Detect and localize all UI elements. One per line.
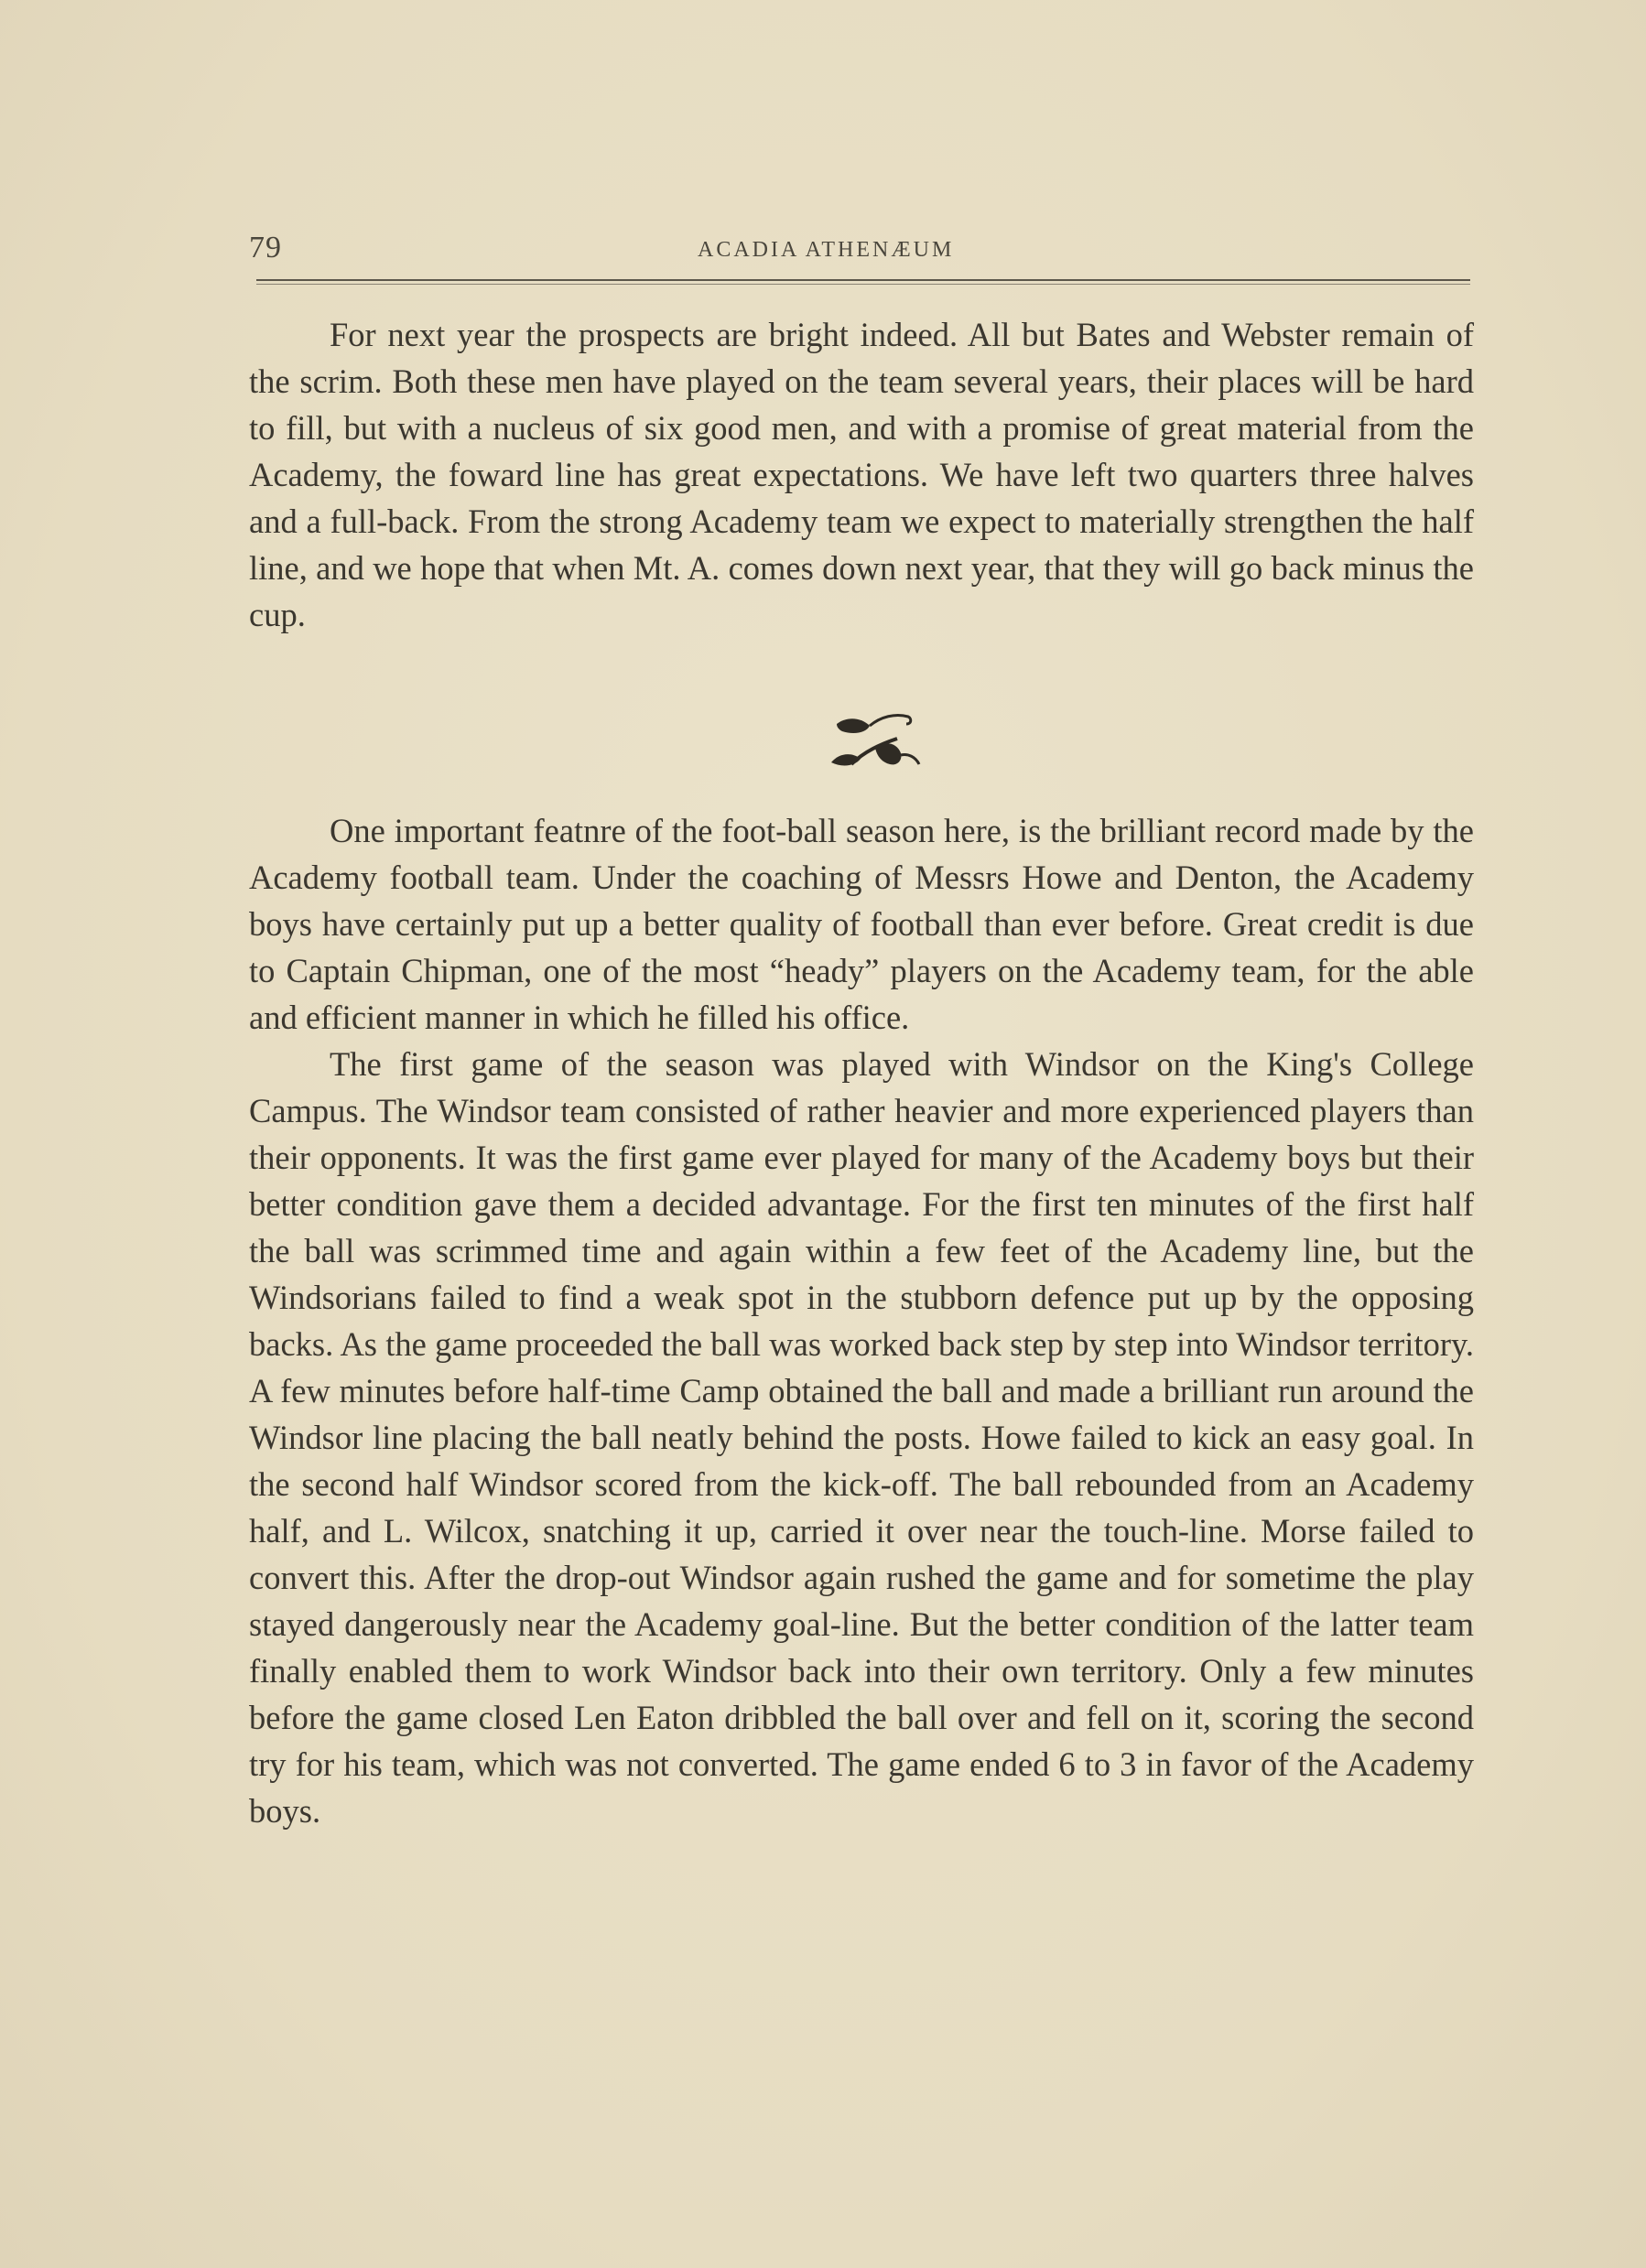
page-number: 79 — [249, 231, 282, 265]
header-rule-thin — [256, 284, 1470, 285]
article-section-academy — [249, 807, 1474, 1834]
paragraph-academy-record: One important featnre of the foot-ball season here, is the brilliant record made by the Academy football team. Under the coaching of Messrs Howe and Denton, the Academy boys have certainly put up a better quality of football than ever before. Great credit is due to Captain Chipman, one of the most “heady” players on the Academy team, for the able and efficient manner in which he filled his office. — [249, 812, 1474, 1036]
paragraph-prospects: For next year the prospects are bright indeed. All but Bates and Webster remain of the scrim. Both these men have played on the team several years, their places will be hard to fill, but with a nucleus of six good men, and with a promise of great material from the Academy, the foward line has great expectations. We have left two quarters three halves and a full-back. From the strong Academy team we expect to materially strengthen the half line, and we hope that when Mt. A. comes down next year, that they will go back minus the cup. — [249, 316, 1474, 633]
paragraph-windsor-game: The first game of the season was played with Windsor on the King's College Campus. The Windsor team consisted of rather heavier and more experienced players than their opponents. It was the first game ever played for many of the Academy boys but their better condition gave them a decided advantage. For the first ten minutes of the first half the ball was scrimmed time and again within a few feet of the Academy line, but the Windsorians failed to find a weak spot in the stubborn defence put up by the opposing backs. As the game proceeded the ball was worked back step by step into Windsor territory. A few minutes before half-time Camp obtained the ball and made a brilliant run around the Windsor line placing the ball neatly behind the posts. Howe failed to kick an easy goal. In the second half Windsor scored from the kick-off. The ball rebounded from an Academy half, and L. Wilcox, snatching it up, carried it over near the touch-line. Morse failed to convert this. After the drop-out Windsor again rushed the game and for sometime the play stayed dangerously near the Academy goal-line. But the better condition of the latter team finally enabled them to work Windsor back into their own territory. Only a few minutes before the game closed Len Eaton dribbled the ball over and fell on it, scoring the second try for his team, which was not converted. The game ended 6 to 3 in favor of the Academy boys. — [249, 1045, 1474, 1830]
article-section-prospects — [249, 311, 1474, 638]
running-title: ACADIA ATHENÆUM — [698, 238, 955, 262]
header-rule — [256, 279, 1470, 281]
page-header — [249, 231, 1476, 267]
fleuron-ornament-icon — [824, 707, 925, 773]
